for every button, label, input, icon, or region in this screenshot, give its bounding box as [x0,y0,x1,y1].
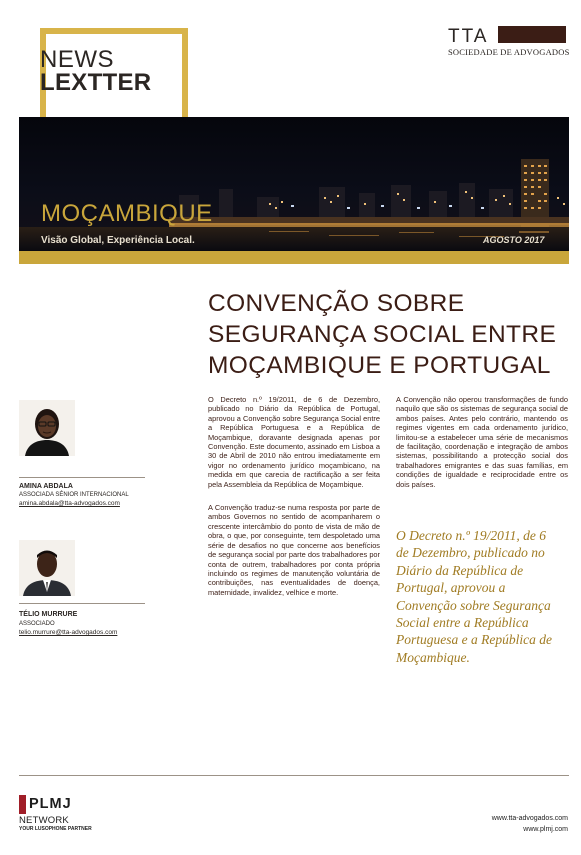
author-name: TÉLIO MURRURE [19,611,78,618]
banner-date: AGOSTO 2017 [483,235,545,245]
article-title-line1: CONVENÇÃO SOBRE [208,290,465,317]
plmj-logo-mark [19,795,26,814]
firm-logo-bar [498,26,566,43]
avatar-man-icon [19,540,75,596]
plmj-logo-name: PLMJ [29,796,72,812]
newsletter-title-line1: NEWS [40,46,114,73]
author-email-link[interactable]: telio.murrure@tta-advogados.com [19,629,118,636]
plmj-tagline: YOUR LUSOPHONE PARTNER [19,826,92,832]
firm-logo-subtitle: SOCIEDADE DE ADVOGADOS [448,47,570,57]
firm-logo-name: TTA [448,26,489,47]
pull-quote: O Decreto n.º 19/2011, de 6 de Dezembro, publicado no Diário da República de Portugal, aprovou a Convenção sobre Segurança Social entre a República Portuguesa e a República de Moçambique. [396,528,552,665]
article-title [208,288,568,381]
author-role: ASSOCIADA SÉNIOR INTERNACIONAL [19,492,129,498]
author-role: ASSOCIADO [19,621,55,627]
banner-gold-strip [19,251,569,264]
skyline-image [19,117,569,251]
author-separator [19,477,145,478]
author-name: AMINA ABDALA [19,483,73,490]
article-title-line2: SEGURANÇA SOCIAL ENTRE [208,321,557,348]
footer-divider [19,775,569,776]
banner-tagline: Visão Global, Experiência Local. [41,235,195,246]
body-paragraph: A Convenção traduz-se numa resposta por parte de ambos Governos no sentido de acompanharem o crescente intercâmbio do ponto de vista de mão de obra, o que, por conseguinte, tem despoletado uma série de desafios no que concerne aos benefícios de segurança social por parte dos trabalhadores por conta de outrem, trabalhadores por conta própria incluindo os regimes de manutenção voluntária de contribuições, nas eventualidades de doença, maternidade, invalidez, velhice e morte. [208,503,380,597]
article-column-left [208,395,380,611]
body-paragraph: A Convenção não operou transformações de fundo naquilo que são os sistemas de segurança social de ambos países. Antes pelo contrário, mantendo os regimes vigentes em cada ordenamento jurídico, limitou-se a estabelecer uma série de mecanismos de facilitação, coordenação e integração de ambos sistemas, possibilitando a protecção social dos trabalhadores emigrantes e das suas famílias, em condições de igualdade e reciprocidade entre os dois países. [396,395,568,489]
author-photo-telio [19,540,75,596]
author-email-link[interactable]: amina.abdala@tta-advogados.com [19,500,120,507]
author-separator [19,603,145,604]
article-column-right [396,395,568,503]
banner-country: MOÇAMBIQUE [41,200,213,227]
plmj-network-label: NETWORK [19,815,69,826]
city-skyline-banner [19,117,569,251]
body-paragraph: O Decreto n.º 19/2011, de 6 de Dezembro, publicado no Diário da República de Portugal, aprovou a Convenção sobre Segurança Social entre a República Portuguesa e a República de Moçambique, doravante designada apenas por Convenção. Este documento, assinado em Lisboa a 30 de Abril de 2010 não entrou imediatamente em vigor no ordenamento jurídico moçambicano, na medida em que carecia de ractificação a ser feita pela Assembleia da República de Moçambique. [208,395,380,489]
website-link-plmj[interactable]: www.plmj.com [523,826,568,833]
avatar-woman-icon [19,400,75,456]
website-link-tta[interactable]: www.tta-advogados.com [491,815,568,822]
newsletter-title-line2: LEXTTER [40,69,152,96]
author-photo-amina [19,400,75,456]
article-title-line3: MOÇAMBIQUE E PORTUGAL [208,352,551,379]
